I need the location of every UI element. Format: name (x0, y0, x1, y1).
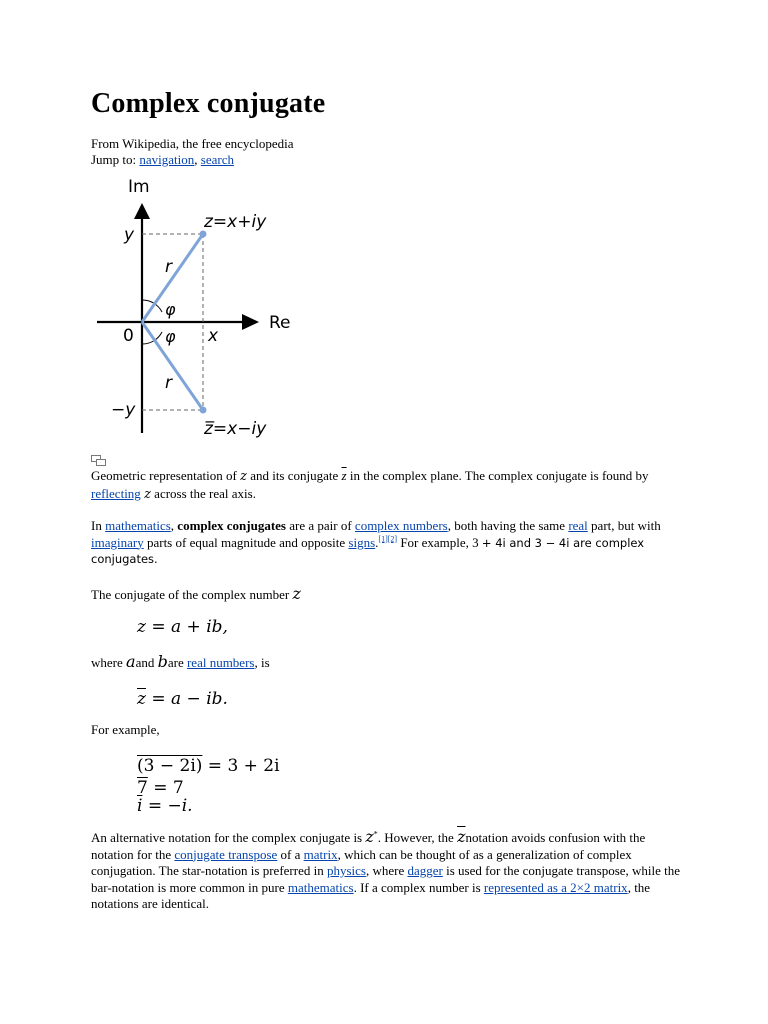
equation-lhs: $\overline{z}$ (137, 689, 146, 709)
reference-link[interactable]: [1][2] (378, 534, 398, 544)
equation-z (137, 617, 228, 637)
where-line (91, 654, 681, 672)
body-text: , where (365, 863, 408, 878)
body-text: , which can be thought of as a generalization of complex conjugation. The star-notation is preferred in (91, 846, 632, 878)
example-text: + 4i and 3 − 4i are complex conjugates. (91, 535, 645, 566)
math-a: a (126, 652, 136, 671)
equation-example-3 (137, 796, 193, 816)
conjugate-transpose-link[interactable]: conjugate transpose (174, 846, 278, 862)
equation-rhs: = 3 + 2i (202, 756, 280, 776)
physics-link[interactable]: physics (326, 863, 366, 878)
intro-text: , (170, 518, 178, 533)
mathematics-link[interactable]: mathematics (105, 518, 171, 533)
body-text: where (91, 655, 127, 670)
figure-caption (91, 468, 681, 503)
intro-text: parts of equal magnitude and opposite (143, 534, 349, 550)
intro-text: In (91, 518, 106, 533)
phi-label-lower: φ (165, 327, 176, 346)
complex-numbers-link[interactable]: complex numbers (354, 518, 448, 533)
notation-paragraph (91, 829, 681, 913)
body-text: An alternative notation for the complex conjugate is (91, 830, 366, 845)
complex-plane-figure[interactable] (91, 175, 331, 443)
neg-y-label: −y (111, 400, 136, 420)
caption-text: Geometric representation of (91, 468, 241, 483)
caption-text: across the real axis. (150, 485, 256, 501)
mathematics-link-2[interactable]: mathematics (287, 879, 354, 895)
math-z: z (240, 469, 247, 484)
jump-to (91, 152, 234, 169)
represented-matrix-link[interactable]: represented as a 2×2 matrix (483, 879, 628, 895)
r-label-upper: r (165, 257, 172, 277)
math-b: b (157, 652, 168, 671)
term-bold: complex conjugates (177, 518, 286, 533)
equation-rhs: = 7 (147, 778, 184, 798)
zbar-label: z̅=x−iy (204, 419, 267, 439)
equation-lhs: 7 (137, 778, 148, 798)
im-axis-arrowhead (134, 203, 150, 219)
re-label: Re (269, 313, 291, 333)
jump-prefix: Jump to: (91, 152, 140, 167)
body-text: The conjugate of the complex number (91, 587, 293, 602)
intro-text: For example, 3 (397, 534, 482, 550)
search-link[interactable]: search (200, 152, 234, 167)
equation-lhs: (3 − 2i) (137, 756, 203, 776)
r-label-lower: r (165, 373, 172, 393)
dagger-link[interactable]: dagger (407, 863, 443, 878)
math-z: z (144, 486, 151, 502)
x-label: x (208, 326, 219, 346)
signs-link[interactable]: signs (348, 534, 376, 550)
equation-zbar (137, 689, 228, 709)
equation-example-2 (137, 778, 184, 798)
math-zbar: $\overline{z}$ (457, 827, 466, 846)
real-link[interactable]: real (568, 518, 588, 533)
intro-text: are a pair of (285, 518, 355, 533)
equation-example-1 (137, 756, 280, 776)
equation-rhs: = −i. (142, 796, 193, 816)
math-z: z (365, 827, 374, 846)
origin-label: 0 (123, 326, 134, 346)
equation-lhs: $\overline{i}$ (137, 796, 143, 816)
math-star: * (373, 829, 378, 839)
intro-text: part, but with (587, 518, 661, 533)
body-text: is used for the conjugate transpose, while the bar-notation is more common in pure (91, 863, 681, 895)
equation-text: z = a + ib, (137, 617, 228, 637)
caption-text: in the complex plane. The complex conjugate is found by (346, 468, 649, 483)
math-z: z (292, 584, 301, 603)
phi-label-upper: φ (165, 300, 176, 319)
intro-text: , both having the same (447, 518, 569, 533)
body-text: are (167, 655, 187, 670)
navigation-link[interactable]: navigation (139, 152, 195, 167)
body-text: , the notations are identical. (91, 879, 651, 911)
im-label: Im (128, 177, 150, 197)
math-zbar: $\overline{z}$ (341, 468, 347, 483)
matrix-link[interactable]: matrix (303, 846, 338, 862)
y-label: y (124, 225, 135, 245)
body-text: . However, the (377, 830, 458, 845)
body-text: . If a complex number is (353, 879, 484, 895)
intro-text: . (375, 534, 379, 550)
zbar-point (200, 407, 207, 414)
caption-text: and its conjugate (246, 468, 342, 483)
reflecting-link[interactable]: reflecting (91, 485, 141, 501)
jump-separator: , (194, 152, 201, 167)
equation-rhs: = a − ib. (145, 689, 228, 709)
imaginary-link[interactable]: imaginary (91, 534, 144, 550)
intro-paragraph (91, 518, 681, 568)
body-text: , is (254, 655, 270, 670)
tagline: From Wikipedia, the free encyclopedia (91, 136, 294, 151)
body-text: and (135, 655, 158, 670)
for-example: For example, (91, 722, 160, 737)
body-text: notation avoids confusion with the notation for the (91, 830, 646, 862)
page-title: Complex conjugate (91, 88, 326, 119)
enlarge-icon[interactable] (91, 455, 106, 466)
body-text: of a (277, 846, 304, 862)
conjugate-line (91, 586, 681, 604)
z-label: z=x+iy (204, 212, 267, 232)
re-axis-arrowhead (242, 314, 259, 330)
real-numbers-link[interactable]: real numbers (186, 655, 255, 670)
